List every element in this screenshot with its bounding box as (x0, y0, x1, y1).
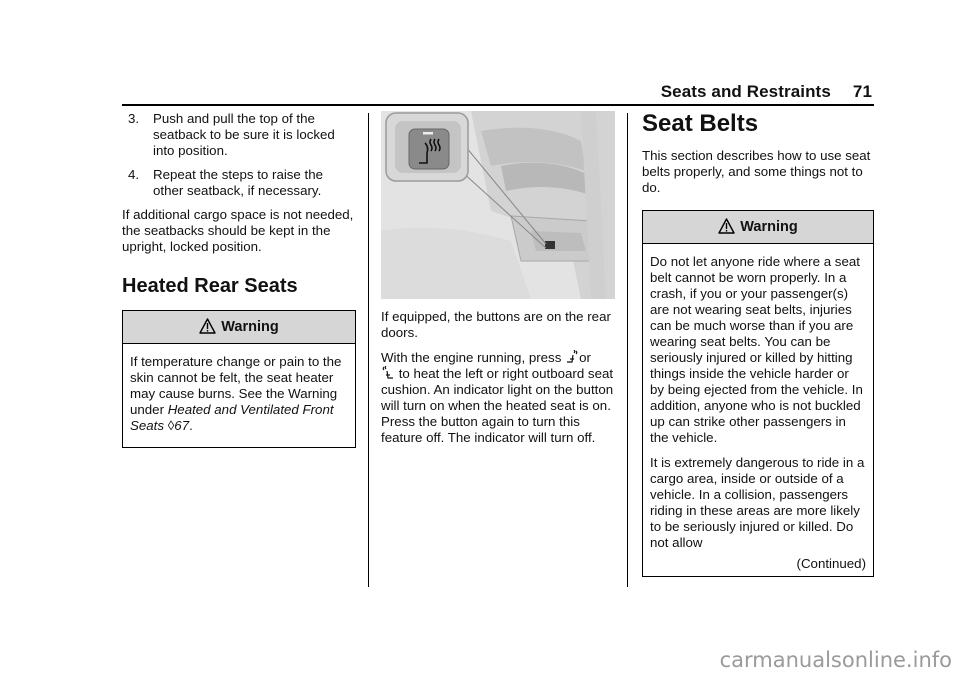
warning-triangle-icon (718, 218, 735, 234)
heated-seat-right-icon (381, 366, 395, 380)
step-item (122, 167, 356, 199)
section-heading-seat-belts: Seat Belts (642, 110, 759, 137)
page-ref-number: 67 (174, 418, 190, 433)
cargo-space-paragraph: If additional cargo space is not needed, the seatbacks should be kept in the upright, locked position. (122, 207, 354, 254)
rear-door-heated-seat-button-illustration (381, 111, 615, 299)
warning-title: Warning (221, 319, 279, 335)
column-3 (642, 111, 874, 577)
instruction-text-rest: to heat the left or right outboard seat cushion. An indicator light on the button will turn on when the heated seat is on. Press the button again to turn this feature off. The indicator will turn off. (381, 366, 614, 445)
warning-header (123, 311, 355, 344)
step-text: Repeat the steps to raise the other seatback, if necessary. (153, 167, 324, 198)
instruction-text-or: or (579, 350, 591, 365)
step-number: 3. (128, 111, 140, 126)
step-item (122, 111, 356, 159)
watermark: carmanualsonline.info (719, 648, 952, 672)
warning-box (642, 210, 874, 577)
page-header (661, 82, 872, 102)
page-ref-symbol: ◊ (167, 418, 175, 433)
buttons-location-paragraph: If equipped, the buttons are on the rear doors. (381, 309, 611, 340)
warning-title: Warning (740, 219, 798, 235)
step-text: Push and pull the top of the seatback to be sure it is locked into position. (153, 111, 335, 158)
page-number: 71 (852, 82, 872, 101)
warning-triangle-icon (199, 318, 216, 334)
step-number: 4. (128, 167, 140, 182)
column-1 (122, 111, 356, 448)
warning-paragraph: Do not let anyone ride where a seat belt cannot be worn properly. In a crash, if you or your passenger(s) are not wearing seat belts, injuries can be much worse than if you are wearing seat belts. You can be seriously injured or killed by hitting things inside the vehicle harder or by being ejected from the vehicle. In addition, anyone who is not buckled up can strike other passengers in the vehicle. (650, 254, 863, 445)
warning-paragraph: It is extremely dangerous to ride in a cargo area, inside or outside of a vehicle. In a collision, passengers riding in these areas are more likely to be seriously injured or killed. Do not allow (650, 455, 865, 550)
column-divider-2 (627, 113, 628, 587)
section-heading-heated-rear-seats: Heated Rear Seats (122, 275, 298, 297)
warning-text: If temperature change or pain to the skin cannot be felt, the seat heater may cause burns. See the Warning under (130, 354, 342, 417)
column-divider-1 (368, 113, 369, 587)
heated-seat-instructions (381, 350, 615, 446)
header-rule (122, 104, 874, 106)
warning-box (122, 310, 356, 448)
section-title: Seats and Restraints (660, 82, 831, 101)
warning-text-end: . (189, 418, 193, 433)
seat-belts-intro: This section describes how to use seat belts properly, and some things not to do. (642, 148, 871, 195)
warning-header (643, 211, 873, 244)
warning-body (643, 244, 873, 576)
instruction-text: With the engine running, press (381, 350, 562, 365)
heated-seat-left-icon (565, 350, 579, 364)
warning-body (123, 344, 355, 447)
cross-reference-link[interactable]: Heated and Ventilated Front Seats (130, 402, 334, 433)
continued-label: (Continued) (796, 556, 866, 571)
column-2 (381, 111, 615, 455)
